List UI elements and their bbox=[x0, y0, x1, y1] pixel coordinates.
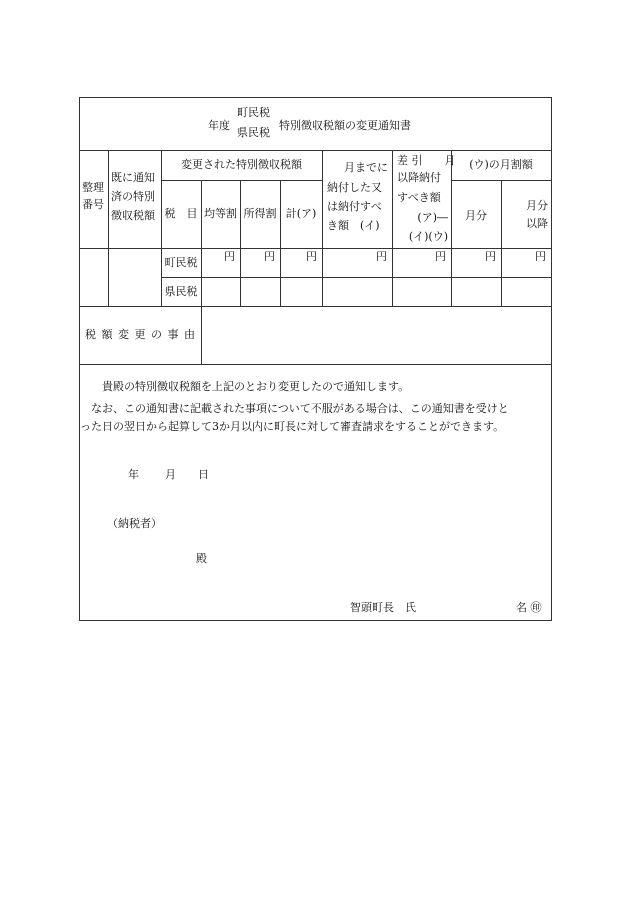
notice-line-3: った日の翌日から起算して3か月以内に町長に対して審査請求をすることができます。 bbox=[80, 420, 505, 433]
mayor-label: 智頭町長 氏 bbox=[350, 601, 416, 614]
rule-v3 bbox=[201, 180, 202, 306]
rule-v2 bbox=[161, 150, 162, 306]
rule-changed-sub bbox=[161, 180, 322, 181]
header-diff-2: 以降納付 bbox=[397, 171, 441, 184]
yen-income: 円 bbox=[264, 250, 275, 263]
header-notified-3: 徴収税額 bbox=[111, 209, 155, 222]
date-month: 月 bbox=[165, 468, 176, 481]
header-notified-1: 既に通知 bbox=[111, 171, 155, 184]
header-paid-3: は納付すべ bbox=[327, 200, 382, 213]
notice-form bbox=[79, 97, 552, 621]
header-paid-2: 納付した又 bbox=[327, 181, 382, 194]
yen-total: 円 bbox=[306, 250, 317, 263]
header-paid-1: 月までに bbox=[344, 161, 388, 174]
taxpayer-label: （納税者） bbox=[107, 517, 162, 530]
title-text: 特別徴収税額の変更通知書 bbox=[279, 119, 411, 132]
rule-v6 bbox=[322, 150, 323, 306]
rule-v4 bbox=[240, 180, 241, 306]
header-total: 計(ア) bbox=[285, 207, 317, 220]
row-town-label: 町民税 bbox=[164, 256, 198, 269]
title-pref-tax: 県民税 bbox=[237, 126, 270, 139]
rule-title-bottom bbox=[80, 150, 551, 151]
header-changed: 変更された特別徴収税額 bbox=[181, 158, 302, 171]
yen-equal: 円 bbox=[224, 250, 235, 263]
header-month: 月分 bbox=[465, 209, 487, 222]
reason-label: 税 額 変 更 の 事 由 bbox=[85, 328, 196, 341]
rule-v5 bbox=[280, 180, 281, 306]
date-year: 年 bbox=[128, 468, 139, 481]
rule-town-bottom bbox=[161, 277, 551, 278]
rule-v8 bbox=[451, 150, 452, 306]
header-paid-4: き額 (イ) bbox=[327, 219, 380, 232]
header-diff-4: (ア)― bbox=[417, 211, 448, 224]
notice-line-2: なお、この通知書に記載された事項について不服がある場合は、この通知書を受けと bbox=[91, 402, 509, 415]
title-town-tax: 町民税 bbox=[237, 106, 270, 119]
name-seal-label: 名 ㊞ bbox=[516, 601, 542, 614]
yen-diff: 円 bbox=[435, 250, 446, 263]
header-diff-1: 差 引 月 bbox=[397, 154, 456, 167]
header-number-2: 番号 bbox=[82, 198, 104, 211]
yen-after: 円 bbox=[535, 250, 546, 263]
rule-table-bottom bbox=[80, 306, 551, 307]
yen-month: 円 bbox=[485, 250, 496, 263]
header-after-1: 月分 bbox=[526, 199, 548, 212]
rule-reason-divider bbox=[201, 306, 202, 364]
notice-line-1: 貴殿の特別徴収税額を上記のとおり変更したので通知します。 bbox=[102, 380, 410, 393]
header-diff-5: (イ)(ウ) bbox=[408, 230, 448, 243]
rule-reason-bottom bbox=[80, 364, 551, 365]
yen-paid: 円 bbox=[376, 250, 387, 263]
header-notified-2: 済の特別 bbox=[111, 190, 155, 203]
rule-v7 bbox=[392, 150, 393, 306]
header-diff-3: すべき額 bbox=[397, 191, 441, 204]
date-day: 日 bbox=[198, 468, 209, 481]
rule-v1 bbox=[108, 150, 109, 306]
header-after-2: 以降 bbox=[526, 217, 548, 230]
title-year: 年度 bbox=[208, 119, 230, 132]
header-monthly: (ウ)の月割額 bbox=[469, 158, 533, 171]
header-number-1: 整理 bbox=[82, 181, 104, 194]
dono-label: 殿 bbox=[196, 552, 207, 565]
header-equal: 均等割 bbox=[204, 207, 237, 220]
row-pref-label: 県民税 bbox=[164, 285, 198, 298]
header-income: 所得割 bbox=[243, 207, 277, 220]
rule-header-bottom bbox=[80, 248, 551, 249]
header-item: 税 目 bbox=[164, 207, 198, 220]
